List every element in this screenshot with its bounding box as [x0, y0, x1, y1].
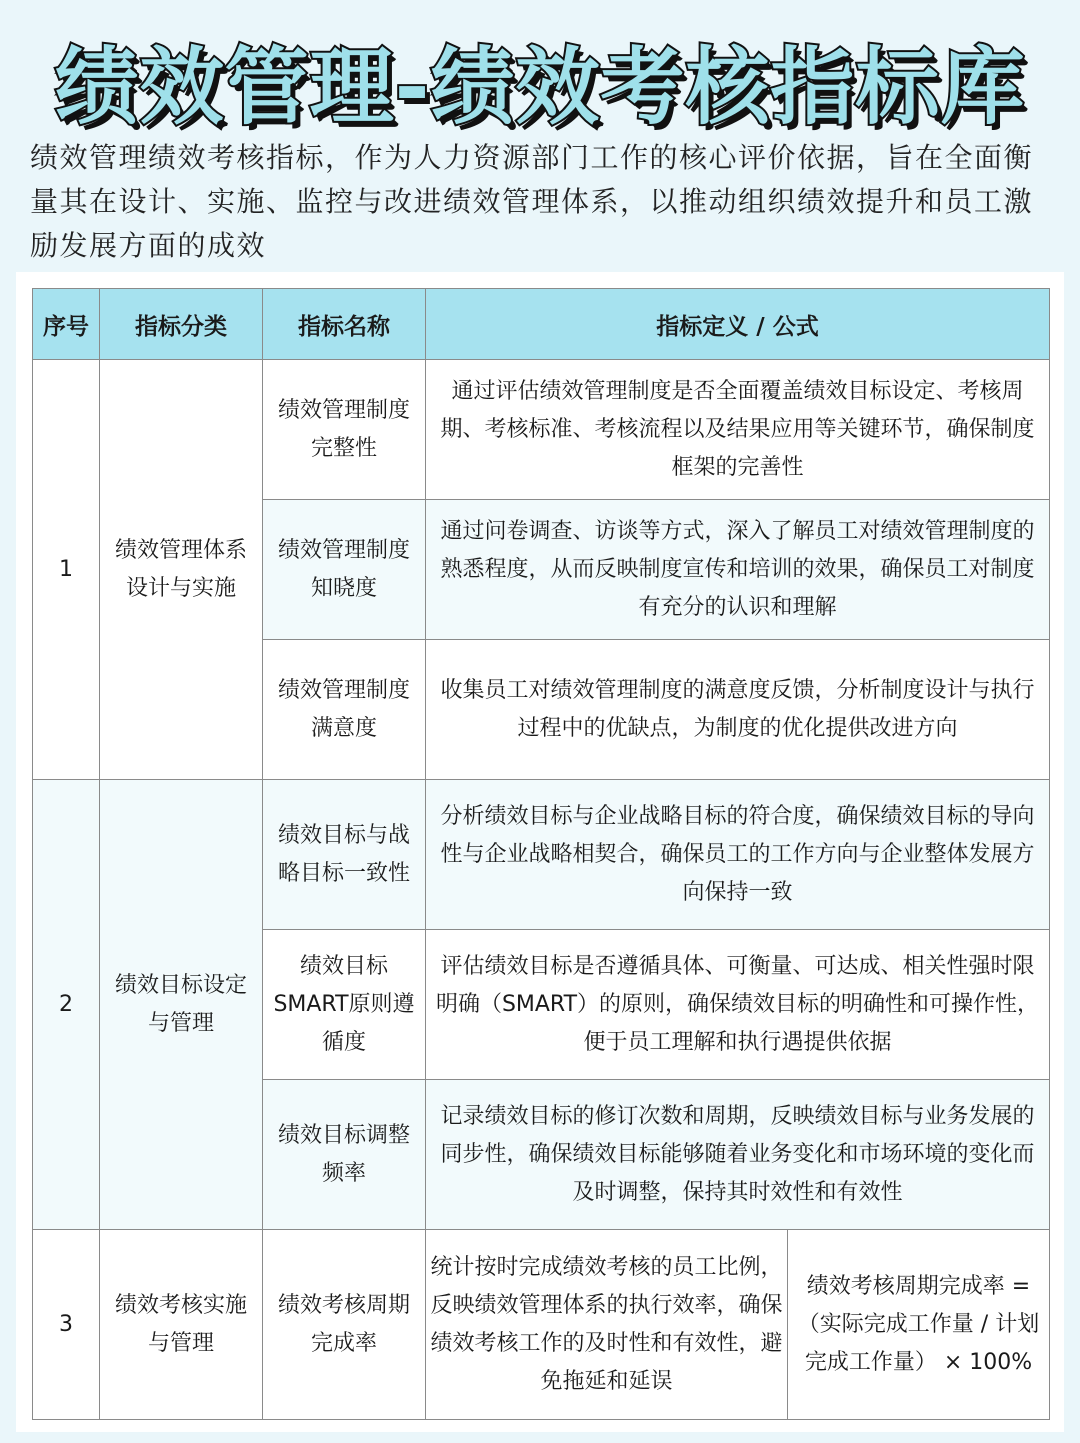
row-category: 绩效考核实施与管理: [100, 1230, 263, 1420]
table-row: [33, 780, 1050, 930]
page-title: 绩效管理-绩效考核指标库: [54, 38, 1026, 136]
header-name: 指标名称: [263, 289, 426, 360]
row-indicator-name: 绩效管理制度完整性: [263, 360, 426, 500]
header-index: 序号: [33, 289, 100, 360]
row-category: 绩效管理体系设计与实施: [100, 360, 263, 780]
row-indicator-name: 绩效目标SMART原则遵循度: [263, 930, 426, 1080]
intro-paragraph: 绩效管理绩效考核指标，作为人力资源部门工作的核心评价依据，旨在全面衡量其在设计、实施、监控与改进绩效管理体系，以推动组织绩效提升和员工激励发展方面的成效: [30, 141, 1034, 262]
row-indicator-name: 绩效管理制度知晓度: [263, 500, 426, 640]
header-definition: 指标定义 / 公式: [426, 289, 1050, 360]
row-indicator-name: 绩效目标调整频率: [263, 1080, 426, 1230]
row-index: 2: [33, 780, 100, 1230]
table-row: [33, 1230, 1050, 1420]
row-definition: 统计按时完成绩效考核的员工比例，反映绩效管理体系的执行效率，确保绩效考核工作的及时性和有效性，避免拖延和延误: [426, 1230, 788, 1420]
indicator-table: [32, 288, 1050, 1420]
table-row: [33, 360, 1050, 500]
row-definition: 通过评估绩效管理制度是否全面覆盖绩效目标设定、考核周期、考核标准、考核流程以及结果应用等关键环节，确保制度框架的完善性: [426, 360, 1050, 500]
row-index: 1: [33, 360, 100, 780]
row-definition: 记录绩效目标的修订次数和周期，反映绩效目标与业务发展的同步性，确保绩效目标能够随着业务变化和市场环境的变化而及时调整，保持其时效性和有效性: [426, 1080, 1050, 1230]
row-formula: 绩效考核周期完成率 =（实际完成工作量 / 计划完成工作量） × 100%: [788, 1230, 1050, 1420]
row-definition: 评估绩效目标是否遵循具体、可衡量、可达成、相关性强时限明确（SMART）的原则，确保绩效目标的明确性和可操作性，便于员工理解和执行遇提供依据: [426, 930, 1050, 1080]
row-definition: 分析绩效目标与企业战略目标的符合度，确保绩效目标的导向性与企业战略相契合，确保员工的工作方向与企业整体发展方向保持一致: [426, 780, 1050, 930]
row-indicator-name: 绩效管理制度满意度: [263, 640, 426, 780]
row-indicator-name: 绩效考核周期完成率: [263, 1230, 426, 1420]
header-category: 指标分类: [100, 289, 263, 360]
row-category: 绩效目标设定与管理: [100, 780, 263, 1230]
row-indicator-name: 绩效目标与战略目标一致性: [263, 780, 426, 930]
table-header-row: [33, 289, 1050, 360]
row-definition: 通过问卷调查、访谈等方式，深入了解员工对绩效管理制度的熟悉程度，从而反映制度宣传和培训的效果，确保员工对制度有充分的认识和理解: [426, 500, 1050, 640]
row-index: 3: [33, 1230, 100, 1420]
row-definition: 收集员工对绩效管理制度的满意度反馈，分析制度设计与执行过程中的优缺点，为制度的优化提供改进方向: [426, 640, 1050, 780]
